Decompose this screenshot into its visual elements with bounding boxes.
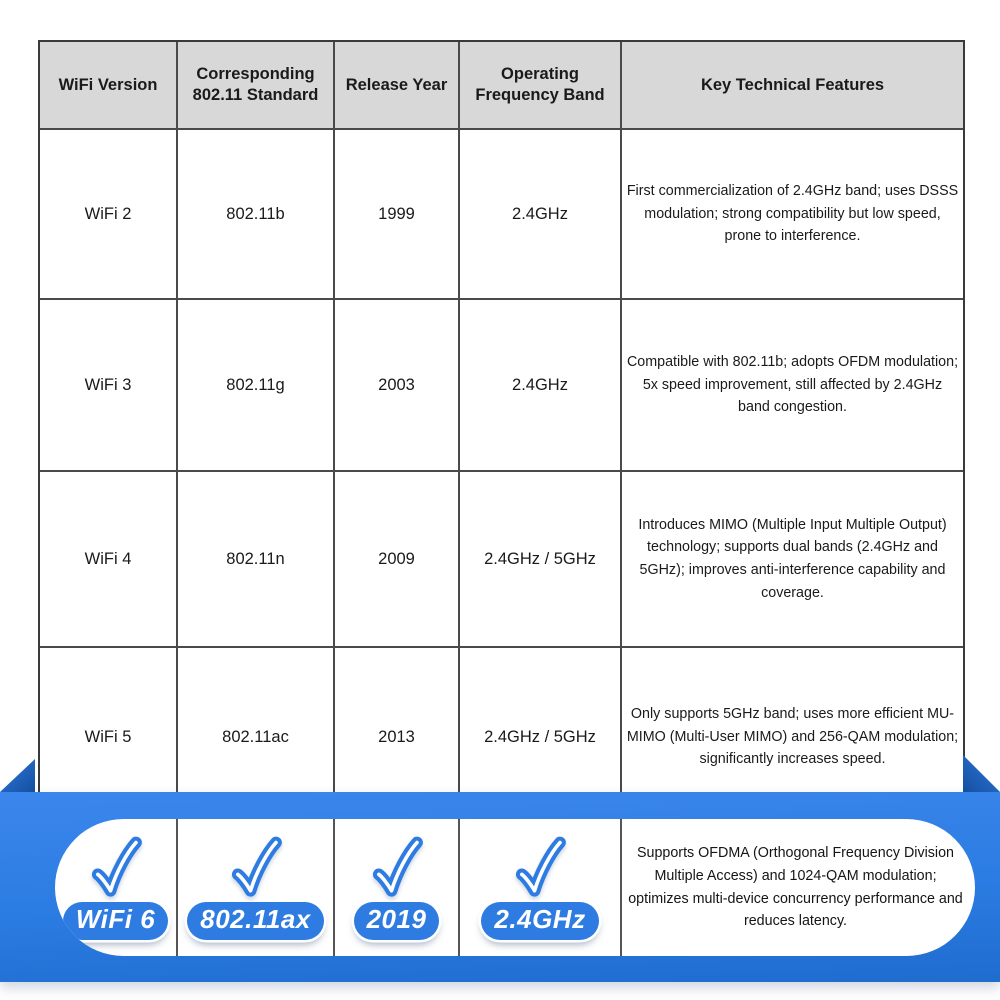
table-row-wifi5-standard: 802.11ac	[178, 648, 335, 826]
wifi6-features-cell	[622, 819, 975, 956]
ribbon-fold-left	[0, 759, 35, 792]
table-row-wifi5-version: WiFi 5	[40, 648, 178, 826]
table-row-wifi2-standard: 802.11b	[178, 130, 335, 300]
table-row-wifi2-year: 1999	[335, 130, 460, 300]
table-row-wifi2-version: WiFi 2	[40, 130, 178, 300]
wifi6-year-cell	[335, 819, 460, 956]
table-row-wifi3-standard: 802.11g	[178, 300, 335, 472]
header-key-features: Key Technical Features	[622, 42, 963, 130]
header-standard: Corresponding 802.11 Standard	[178, 42, 335, 130]
table-row-wifi3-year: 2003	[335, 300, 460, 472]
checkmark-icon	[226, 836, 286, 900]
wifi6-band-tag: 2.4GHz	[481, 902, 598, 940]
wifi6-band-cell	[460, 819, 622, 956]
table-row-wifi4-band: 2.4GHz / 5GHz	[460, 472, 622, 648]
ribbon-fold-right	[963, 755, 1000, 792]
table-row-wifi5-band: 2.4GHz / 5GHz	[460, 648, 622, 826]
checkmark-icon	[510, 836, 570, 900]
table-row-wifi5-year: 2013	[335, 648, 460, 826]
table-row-wifi3-version: WiFi 3	[40, 300, 178, 472]
header-wifi-version: WiFi Version	[40, 42, 178, 130]
wifi6-standard-cell	[178, 819, 335, 956]
wifi-comparison-table	[38, 40, 965, 828]
table-row-wifi4-features: Introduces MIMO (Multiple Input Multiple Output) technology; supports dual bands (2.4GHz and 5GHz); improves anti-interference capability and coverage.	[622, 472, 963, 648]
table-row-wifi3-features: Compatible with 802.11b; adopts OFDM modulation; 5x speed improvement, still affected by 2.4GHz band congestion.	[622, 300, 963, 472]
wifi6-year-tag: 2019	[354, 902, 440, 940]
header-frequency-band: Operating Frequency Band	[460, 42, 622, 130]
table-row-wifi4-version: WiFi 4	[40, 472, 178, 648]
wifi6-version-cell	[55, 819, 178, 956]
table-row-wifi4-standard: 802.11n	[178, 472, 335, 648]
checkmark-icon	[86, 836, 146, 900]
header-release-year: Release Year	[335, 42, 460, 130]
table-row-wifi2-features: First commercialization of 2.4GHz band; uses DSSS modulation; strong compatibility but low speed, prone to interference.	[622, 130, 963, 300]
wifi6-standard-tag: 802.11ax	[187, 902, 324, 940]
wifi6-features-text: Supports OFDMA (Orthogonal Frequency Division Multiple Access) and 1024-QAM modulation; optimizes multi-device concurrency performance and reduces latency.	[628, 844, 963, 930]
table-row-wifi3-band: 2.4GHz	[460, 300, 622, 472]
wifi6-version-tag: WiFi 6	[63, 902, 168, 940]
table-row-wifi2-band: 2.4GHz	[460, 130, 622, 300]
table-row-wifi4-year: 2009	[335, 472, 460, 648]
wifi6-highlight-banner	[0, 792, 1000, 982]
table-row-wifi5-features: Only supports 5GHz band; uses more efficient MU-MIMO (Multi-User MIMO) and 256-QAM modulation; significantly increases speed.	[626, 706, 959, 768]
checkmark-icon	[367, 836, 427, 900]
wifi6-row	[55, 819, 975, 956]
